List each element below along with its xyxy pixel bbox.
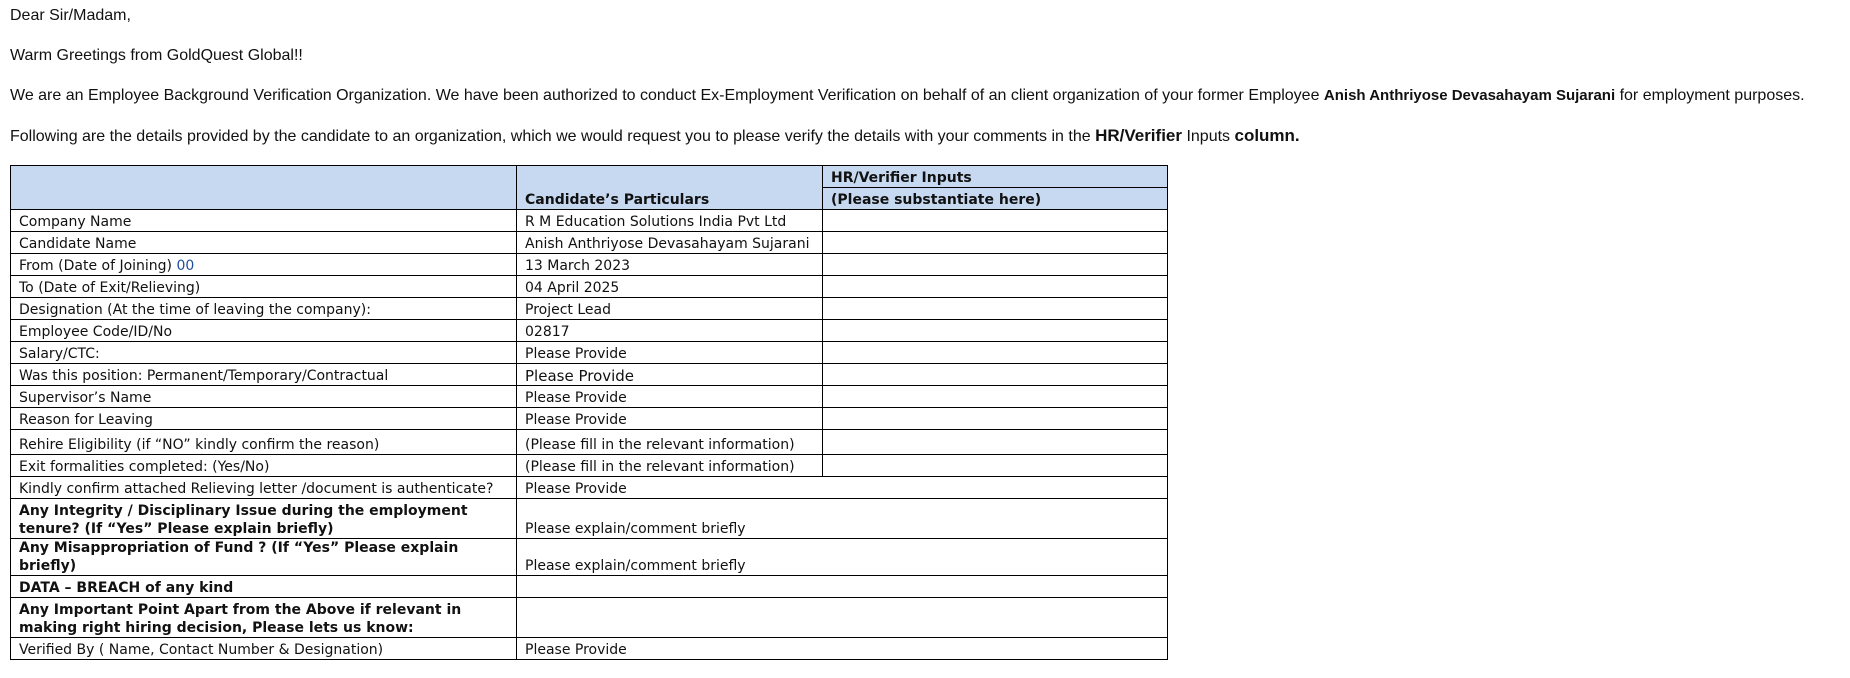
- row-label: Supervisor’s Name: [11, 386, 517, 408]
- row-label: To (Date of Exit/Relieving): [11, 276, 517, 298]
- request-text-before: Following are the details provided by the candidate to an organization, which we would request you to please verify the details with your comments in the: [10, 128, 1096, 145]
- row-label: Kindly confirm attached Relieving letter /document is authenticate?: [11, 477, 517, 499]
- row-label: Salary/CTC:: [11, 342, 517, 364]
- row-value: 13 March 2023: [517, 254, 823, 276]
- request-hr-verifier: HR/Verifier: [1095, 126, 1182, 145]
- row-hr-input[interactable]: [823, 232, 1168, 254]
- table-row: [11, 576, 1168, 598]
- row-label-text: From (Date of Joining): [19, 258, 173, 274]
- header-hr-verifier: HR/Verifier Inputs: [823, 166, 1168, 188]
- row-label: Any Misappropriation of Fund ? (If “Yes” Please explain briefly): [11, 539, 517, 576]
- row-label: Rehire Eligibility (if “NO” kindly confirm the reason): [11, 430, 517, 455]
- row-label: Candidate Name: [11, 232, 517, 254]
- row-value[interactable]: [517, 576, 1168, 598]
- row-hr-input[interactable]: [823, 455, 1168, 477]
- request-column: column.: [1234, 126, 1300, 145]
- table-row: [11, 276, 1168, 298]
- row-label: Verified By ( Name, Contact Number & Designation): [11, 638, 517, 660]
- row-label: [11, 254, 517, 276]
- table-row: [11, 320, 1168, 342]
- row-value: Project Lead: [517, 298, 823, 320]
- table-row: [11, 598, 1168, 638]
- row-value: Please Provide: [517, 364, 823, 386]
- row-hr-input[interactable]: [823, 430, 1168, 455]
- row-label: Company Name: [11, 210, 517, 232]
- table-row: [11, 254, 1168, 276]
- row-label: Employee Code/ID/No: [11, 320, 517, 342]
- row-label: DATA – BREACH of any kind: [11, 576, 517, 598]
- header-particulars: Candidate’s Particulars: [517, 166, 823, 210]
- row-value: Anish Anthriyose Devasahayam Sujarani: [517, 232, 823, 254]
- row-hr-input[interactable]: [823, 298, 1168, 320]
- row-label: Reason for Leaving: [11, 408, 517, 430]
- request-paragraph: [10, 126, 1300, 147]
- row-label: Any Important Point Apart from the Above if relevant in making right hiring decision, Please lets us know:: [11, 598, 517, 638]
- table-row: [11, 539, 1168, 576]
- intro-candidate-name: Anish Anthriyose Devasahayam Sujarani: [1323, 87, 1616, 104]
- verification-table: [10, 165, 1168, 660]
- greeting: Warm Greetings from GoldQuest Global!!: [10, 47, 303, 64]
- table-row: [11, 408, 1168, 430]
- row-hr-input[interactable]: [823, 342, 1168, 364]
- table-row: [11, 210, 1168, 232]
- row-value: 02817: [517, 320, 823, 342]
- intro-text-after: for employment purposes.: [1615, 87, 1805, 104]
- table-row: [11, 455, 1168, 477]
- row-hr-input[interactable]: [823, 364, 1168, 386]
- row-value: 04 April 2025: [517, 276, 823, 298]
- row-label-suffix: 00: [176, 258, 195, 274]
- header-blank-cell: [11, 166, 517, 210]
- table-row: [11, 638, 1168, 660]
- row-hr-input[interactable]: [823, 254, 1168, 276]
- table-row: [11, 477, 1168, 499]
- salutation: Dear Sir/Madam,: [10, 7, 131, 24]
- row-value[interactable]: [517, 598, 1168, 638]
- row-value: Please explain/comment briefly: [517, 499, 1168, 539]
- row-value: (Please fill in the relevant information): [517, 430, 823, 455]
- row-value: (Please fill in the relevant information): [517, 455, 823, 477]
- header-substantiate: (Please substantiate here): [823, 188, 1168, 210]
- row-hr-input[interactable]: [823, 276, 1168, 298]
- row-value: Please Provide: [517, 386, 823, 408]
- row-hr-input[interactable]: [823, 320, 1168, 342]
- row-label: Exit formalities completed: (Yes/No): [11, 455, 517, 477]
- request-text-mid: Inputs: [1182, 128, 1235, 145]
- row-label: Was this position: Permanent/Temporary/Contractual: [11, 364, 517, 386]
- row-value: Please Provide: [517, 638, 1168, 660]
- row-value: Please Provide: [517, 342, 823, 364]
- row-value: Please Provide: [517, 477, 1168, 499]
- table-row: [11, 342, 1168, 364]
- intro-text-before: We are an Employee Background Verification Organization. We have been authorized to conduct Ex-Employment Verification on behalf of an client organization of your former Employee: [10, 87, 1324, 104]
- intro-paragraph: [10, 86, 1805, 106]
- row-hr-input[interactable]: [823, 386, 1168, 408]
- row-value: Please explain/comment briefly: [517, 539, 1168, 576]
- table-row: [11, 298, 1168, 320]
- row-hr-input[interactable]: [823, 408, 1168, 430]
- row-value: Please Provide: [517, 408, 823, 430]
- table-row: [11, 232, 1168, 254]
- table-row: [11, 499, 1168, 539]
- table-row: [11, 430, 1168, 455]
- row-label: Designation (At the time of leaving the company):: [11, 298, 517, 320]
- row-value: R M Education Solutions India Pvt Ltd: [517, 210, 823, 232]
- table-row: [11, 386, 1168, 408]
- table-header-row-1: [11, 166, 1168, 188]
- row-hr-input[interactable]: [823, 210, 1168, 232]
- table-row: [11, 364, 1168, 386]
- row-label: Any Integrity / Disciplinary Issue during the employment tenure? (If “Yes” Please explain briefly): [11, 499, 517, 539]
